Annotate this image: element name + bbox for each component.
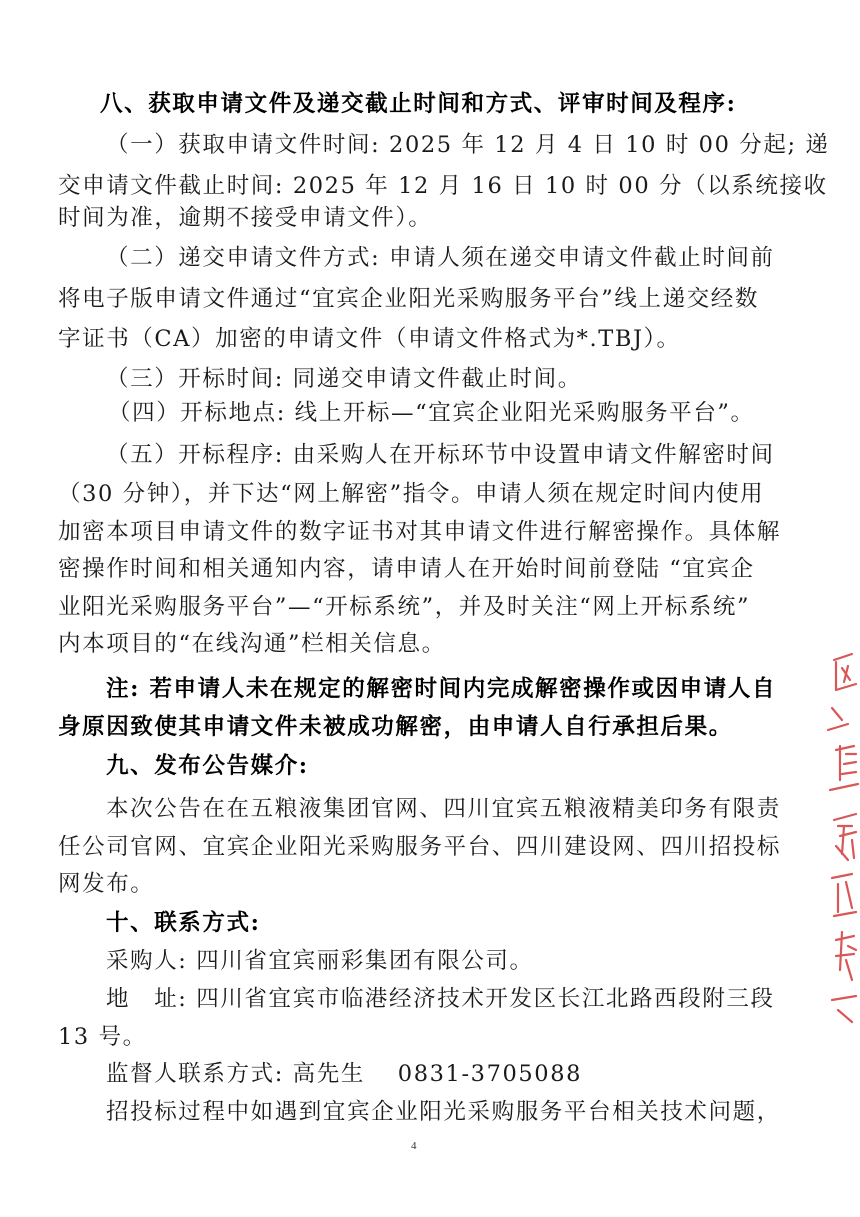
tech-support-line: 招投标过程中如遇到宜宾企业阳光采购服务平台相关技术问题， [106,1099,781,1125]
section-9-line-1: 本次公告在在五粮液集团官网、四川宜宾五粮液精美印务有限责 [106,796,781,822]
section-8-heading: 八、获取申请文件及递交截止时间和方式、评审时间及程序: [100,91,737,117]
item-5-line-6: 内本项目的“在线沟通”栏相关信息。 [58,631,446,657]
item-1-line-3: 时间为准，逾期不接受申请文件）。 [58,205,433,231]
address-line-1: 地 址: 四川省宜宾市临港经济技术开发区长江北路西段附三段 [106,986,775,1012]
item-1-line-2: 交申请文件截止时间: 2025 年 12 月 16 日 10 时 00 分（以系统接收 [58,173,828,199]
section-9-heading: 九、发布公告媒介: [106,753,309,779]
note-line-2: 身原因致使其申请文件未被成功解密，由申请人自行承担后果。 [58,714,733,740]
item-5-line-3: 加密本项目申请文件的数字证书对其申请文件进行解密操作。具体解 [58,519,782,545]
item-5-line-5: 业阳光采购服务平台”—“开标系统”，并及时关注“网上开标系统” [58,594,751,620]
page-number: 4 [411,1140,417,1152]
section-9-line-3: 网发布。 [58,871,155,897]
supervisor-contact: 监督人联系方式: 高先生 0831-3705088 [106,1061,583,1087]
address-line-2: 13 号。 [58,1024,147,1050]
item-2-line-1: （二）递交申请文件方式: 申请人须在递交申请文件截止时间前 [106,245,775,271]
seal-stamp-fragment [822,650,860,1030]
item-5-line-4: 密操作时间和相关通知内容，请申请人在开始时间前登陆 “宜宾企 [58,556,755,582]
item-5-line-1: （五）开标程序: 由采购人在开标环节中设置申请文件解密时间 [106,442,775,468]
item-1-line-1: （一）获取申请文件时间: 2025 年 12 月 4 日 10 时 00 分起; 递 [106,132,830,158]
item-4: （四）开标地点: 线上开标—“宜宾企业阳光采购服务平台”。 [108,400,755,426]
item-2-line-2: 将电子版申请文件通过“宜宾企业阳光采购服务平台”线上递交经数 [58,286,760,312]
section-9-line-2: 任公司官网、宜宾企业阳光采购服务平台、四川建设网、四川招投标 [58,834,782,860]
note-line-1: 注: 若申请人未在规定的解密时间内完成解密操作或因申请人自 [106,676,777,702]
item-2-line-3: 字证书（CA）加密的申请文件（申请文件格式为*.TBJ）。 [58,326,681,352]
item-3: （三）开标时间: 同递交申请文件截止时间。 [106,366,582,392]
purchaser-line: 采购人: 四川省宜宾丽彩集团有限公司。 [106,948,534,974]
section-10-heading: 十、联系方式: [106,910,261,936]
item-5-line-2: （30 分钟），并下达“网上解密”指令。申请人须在规定时间内使用 [58,481,765,507]
